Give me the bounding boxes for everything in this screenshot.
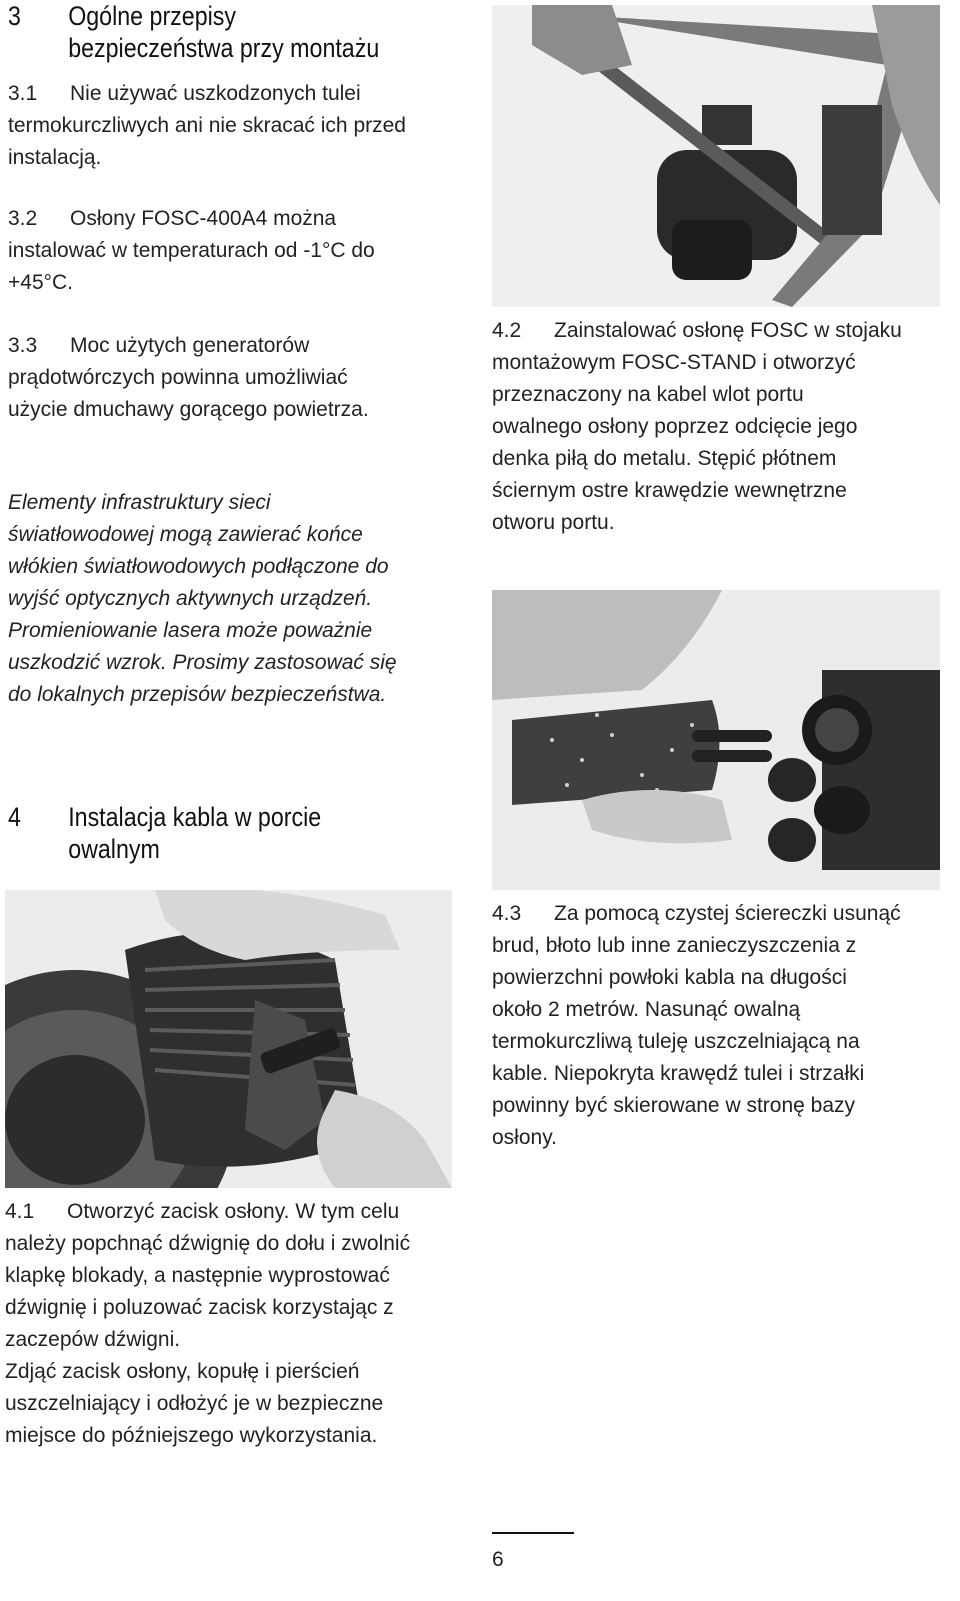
footer-rule [492, 1532, 574, 1534]
laser-safety-note: Elementy infrastruktury sieci światłowodowej mogą zawierać końce włókien światłowodowych podłączone do wyjść optycznych aktywnych urządzeń. Promieniowanie lasera może poważnie uszkodzić wzrok. Prosimy zastosować się do lokalnych przepisów bezpieczeństwa. [8, 491, 397, 706]
hacksaw-illustration [492, 5, 940, 307]
section-3-number: 3 [8, 1, 21, 31]
paragraph-3-3: 3.3 Moc użytych generatorów prądotwórczych powinna umożliwiać użycie dmuchawy gorącego powietrza. [8, 334, 369, 421]
section-4-title: Instalacja kabla w porcie owalnym [68, 802, 322, 864]
paragraph-3-2: 3.2 Osłony FOSC-400A4 można instalować w temperaturach od -1°C do +45°C. [8, 207, 375, 294]
sleeve-illustration [492, 590, 940, 890]
page-number: 6 [492, 1548, 504, 1571]
heat-shrink-sleeve-photo [492, 590, 940, 890]
paragraph-4-2: 4.2 Zainstalować osłonę FOSC w stojaku montażowym FOSC-STAND i otworzyć przeznaczony na kabel wlot portu owalnego osłony poprzez odcięcie jego denka piłą do metalu. Stępić płótnem ściernym ostre krawędzie wewnętrzne otworu portu. [492, 319, 902, 534]
section-4-number: 4 [8, 802, 21, 832]
closure-clamp-illustration [5, 890, 452, 1188]
section-3-title: Ogólne przepisy bezpieczeństwa przy montażu [68, 1, 380, 63]
paragraph-3-1: 3.1 Nie używać uszkodzonych tulei termokurczliwych ani nie skracać ich przed instalacją. [8, 82, 406, 169]
closure-clamp-photo [5, 890, 452, 1188]
paragraph-4-1: 4.1 Otworzyć zacisk osłony. W tym celu należy popchnąć dźwignię do dołu i zwolnić klapkę blokady, a następnie wyprostować dźwignię i poluzować zacisk korzystając z zaczepów dźwigni. Zdjąć zacisk osłony, kopułę i pierścień uszczelniający i odłożyć je w bezpieczne miejsce do późniejszego wykorzystania. [5, 1200, 411, 1447]
paragraph-4-3: 4.3 Za pomocą czystej ściereczki usunąć brud, błoto lub inne zanieczyszczenia z powierzchni powłoki kabla na długości około 2 metrów. Nasunąć owalną termokurczliwą tuleję uszczelniającą na kable. Niepokryta krawędź tulei i strzałki powinny być skierowane w stronę bazy osłony. [492, 902, 901, 1149]
hacksaw-cutting-photo [492, 5, 940, 307]
